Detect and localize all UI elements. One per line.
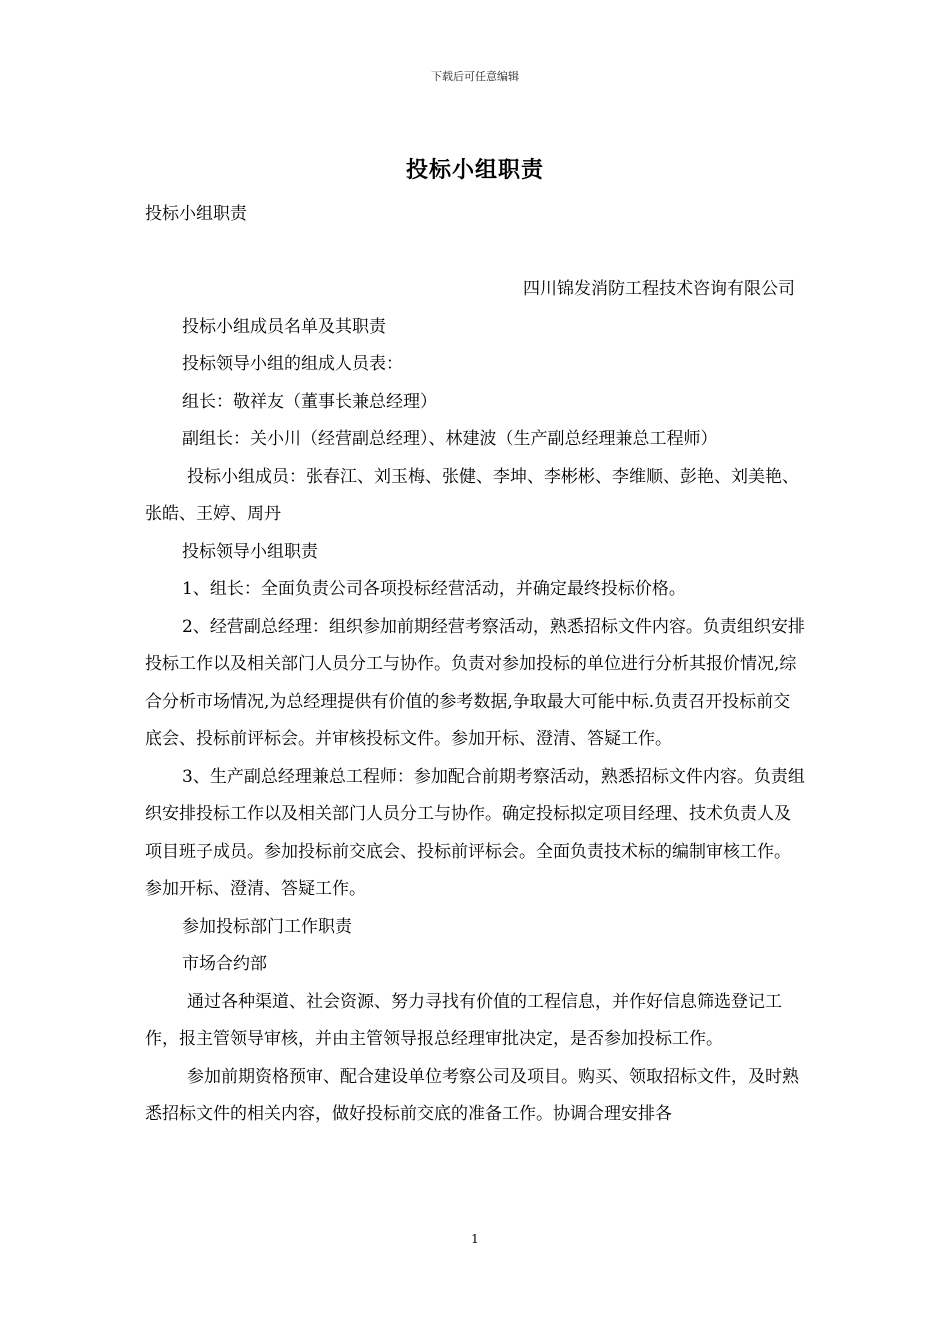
paragraph-deputy-leaders: 副组长：关小川（经营副总经理）、林建波（生产副总经理兼总工程师） — [182, 429, 718, 449]
page-number: 1 — [471, 1232, 479, 1246]
document-title: 投标小组职责 — [405, 157, 544, 183]
paragraph-team-members: 投标小组成员：张春江、刘玉梅、张健、李坤、李彬彬、李维顺、彭艳、刘美艳、张皓、王婷、周丹 — [145, 466, 799, 524]
paragraph-department-duties-heading: 参加投标部门工作职责 — [182, 916, 352, 937]
paragraph-market-contract-dept: 市场合约部 — [182, 954, 267, 974]
paragraph-leadership-table: 投标领导小组的组成人员表： — [182, 354, 403, 374]
paragraph-prequalification: 参加前期资格预审、配合建设单位考察公司及项目。购买、领取招标文件，及时熟悉招标文件的相关内容，做好投标前交底的准备工作。协调合理安排各 — [145, 1066, 799, 1124]
header-note: 下载后可任意编辑 — [431, 70, 519, 83]
paragraph-team-leader: 组长：敬祥友（董事长兼总经理） — [182, 391, 437, 412]
paragraph-duty-production-vp: 3、生产副总经理兼总工程师：参加配合前期考察活动，熟悉招标文件内容。负责组织安排投标工作以及相关部门人员分工与协作。确定投标拟定项目经理、技术负责人及项目班子成员。参加投标前交底会、投标前评标会。全面负责技术标的编制审核工作。参加开标、澄清、答疑工作。 — [145, 766, 805, 899]
document-body — [145, 196, 805, 1134]
paragraph-duty-leader: 1、组长：全面负责公司各项投标经营活动，并确定最终投标价格。 — [182, 579, 686, 599]
paragraph-member-list-heading: 投标小组成员名单及其职责 — [182, 316, 386, 337]
paragraph-market-info: 通过各种渠道、社会资源、努力寻找有价值的工程信息，并作好信息筛选登记工作，报主管领导审核，并由主管领导报总经理审批决定，是否参加投标工作。 — [145, 991, 782, 1049]
company-name: 四川锦发消防工程技术咨询有限公司 — [523, 279, 795, 299]
blank-line — [145, 234, 805, 272]
paragraph-duty-business-vp: 2、经营副总经理：组织参加前期经营考察活动，熟悉招标文件内容。负责组织安排投标工作以及相关部门人员分工与协作。负责对参加投标的单位进行分析其报价情况,综合分析市场情况,为总经理提供有价值的参考数据,争取最大可能中标.负责召开投标前交底会、投标前评标会。并审核投标文件。参加开标、澄清、答疑工作。 — [145, 616, 805, 749]
paragraph-leadership-duties-heading: 投标领导小组职责 — [182, 541, 318, 562]
document-subtitle: 投标小组职责 — [145, 204, 247, 224]
